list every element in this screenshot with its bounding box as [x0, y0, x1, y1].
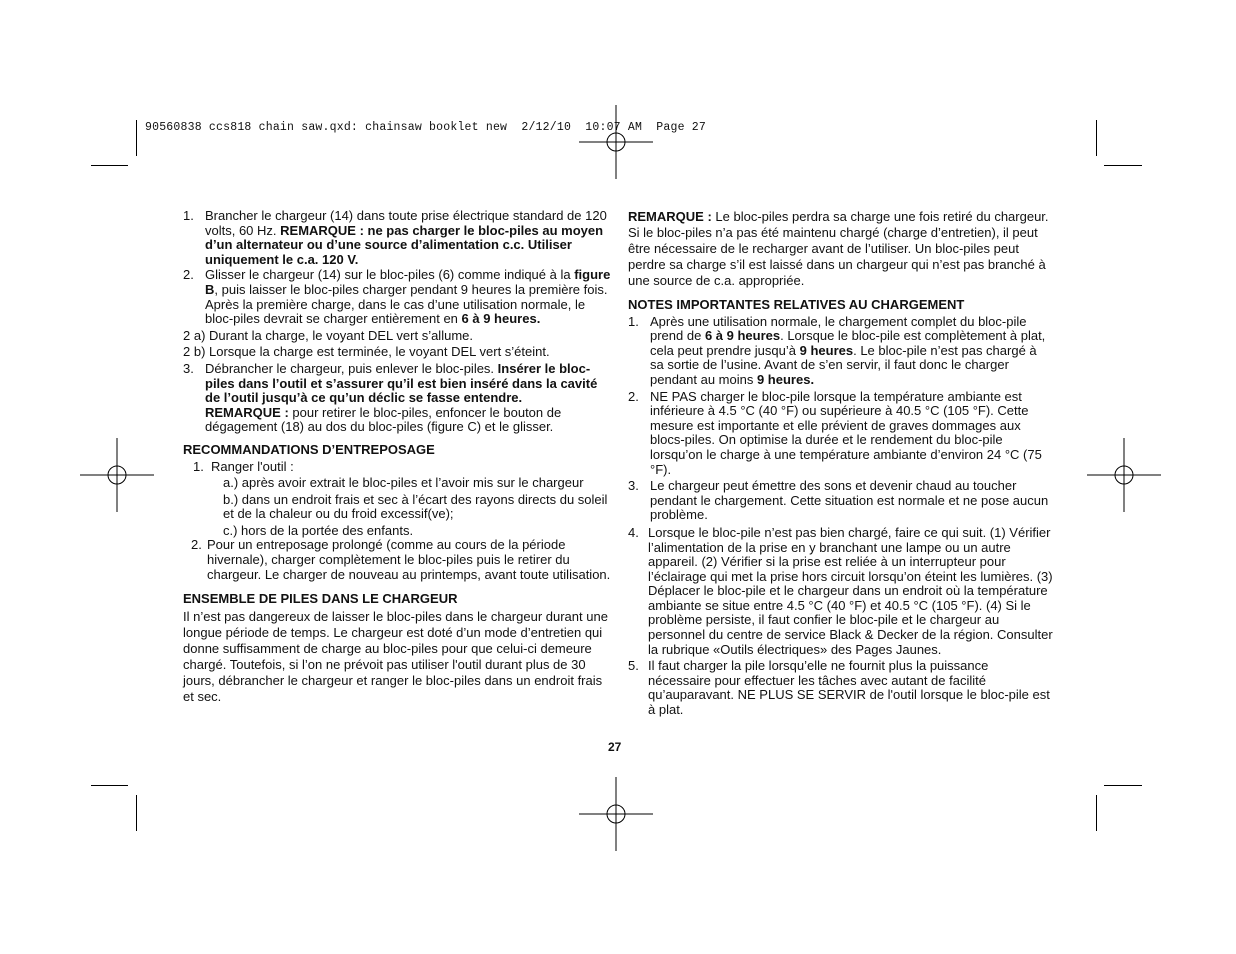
ensemble-paragraph: Il n’est pas dangereux de laisser le bloc-piles dans le chargeur durant une longue période de temps. Le chargeur est doté d’un mode d’entretien qui donne suffisamment de charge au bloc-piles pour que celui-ci demeure chargé. Toutefois, si l’on ne prévoit pas utiliser l'outil durant plus de 30 jours, débrancher le chargeur et ranger le bloc-piles dans un endroit frais et sec. — [183, 608, 608, 704]
notes-heading: NOTES IMPORTANTES RELATIVES AU CHARGEMENT — [628, 297, 965, 312]
page-number: 27 — [608, 740, 622, 754]
right-column — [628, 209, 1053, 719]
storage-step-1b: b.) dans un endroit frais et sec à l’écart des rayons directs du soleil et de la chaleur ou du froid excessif(ve); — [223, 491, 608, 522]
storage-step-1a: a.) après avoir extrait le bloc-piles et l’avoir mis sur le chargeur — [223, 475, 584, 491]
step-number: 1. — [628, 313, 639, 329]
charging-step-2b: 2 b) Lorsque la charge est terminée, le voyant DEL vert s’éteint. — [183, 344, 550, 360]
note-2: 2. NE PAS charger le bloc-pile lorsque la température ambiante est inférieure à 4.5 °C (40 °F) ou supérieure à 40.5 °C (105 °F). Cette mesure est importante et elle prévient de graves dommages aux blocs-piles. On optimise la durée et le rendement du bloc-pile lorsqu’on le charge à une température ambiante d’environ 24 °C (75 °F). — [628, 388, 1042, 477]
registration-mark-bottom — [579, 777, 653, 851]
crop-mark — [1096, 120, 1097, 156]
crop-mark — [136, 795, 137, 831]
ensemble-heading: ENSEMBLE DE PILES DANS LE CHARGEUR — [183, 591, 458, 607]
charging-step-3: 3. Débrancher le chargeur, puis enlever le bloc-piles. Insérer le bloc-piles dans l’outil et s’assurer qu’il est bien inséré dans la cavité de l’outil jusqu’à ce qu’un déclic se fasse entendre. REMARQUE : pour retirer le bloc-piles, enfoncer le bouton de dégagement (18) au dos du bloc-piles (figure C) et le glisser. — [183, 360, 598, 435]
note-1: 1. Après une utilisation normale, le chargement complet du bloc-pile prend de 6 à 9 heures. Lorsque le bloc-pile est complètement à plat, cela peut prendre jusqu’à 9 heures. Le bloc-pile n’est pas chargé à sa sortie de l’usine. Avant de s’en servir, il faut donc le charger pendant au moins 9 heures. — [628, 313, 1046, 387]
registration-mark-right — [1087, 438, 1161, 512]
crop-mark — [1096, 795, 1097, 831]
crop-mark — [91, 785, 128, 786]
step-number: 2. — [628, 388, 639, 404]
charging-step-2a: 2 a) Durant la charge, le voyant DEL vert s’allume. — [183, 327, 473, 343]
step-number: 3. — [183, 360, 194, 376]
crop-mark — [1104, 785, 1142, 786]
left-column — [183, 209, 613, 705]
crop-mark — [1104, 165, 1142, 166]
storage-step-2: 2. Pour un entreposage prolongé (comme au cours de la période hivernale), charger complètement le bloc-piles puis le retirer du chargeur. Le charger de nouveau au printemps, avant toute utilisation. — [191, 537, 611, 582]
storage-step-1: 1. Ranger l'outil : — [193, 458, 294, 474]
note-3: 3. Le chargeur peut émettre des sons et devenir chaud au toucher pendant le chargement. Cette situation est normale et ne pose aucun problème. — [628, 478, 1049, 523]
note-4: 4. Lorsque le bloc-pile n’est pas bien chargé, faire ce qui suit. (1) Vérifier l’alimentation de la prise en y branchant une lampe ou un autre appareil. (2) Vérifier si la prise est reliée à un interrupteur pour l’éclairage qui met la prise hors circuit lorsqu’on éteint les lumières. (3) Déplacer le bloc-pile et le chargeur dans un endroit où la température ambiante se situe entre 4.5 °C (40 °F) et 40.5 °C (105 °F). (4) Si le problème persiste, il faut confier le bloc-pile et le chargeur au personnel du centre de service Black & Decker de la région. Consulter la rubrique «Outils électriques» des Pages Jaunes. — [628, 524, 1053, 657]
crop-mark — [136, 120, 137, 156]
step-number: 2. — [183, 267, 194, 283]
step-number: 4. — [628, 524, 639, 540]
registration-mark-top — [579, 105, 653, 179]
step-number: 2. — [191, 537, 202, 553]
charging-step-1: 1. Brancher le chargeur (14) dans toute prise électrique standard de 120 volts, 60 Hz. REMARQUE : ne pas charger le bloc-piles au moyen d’un alternateur ou d’une source d’alimentation c.c. Utiliser uniquement le c.a. 120 V. — [183, 208, 607, 267]
storage-heading: RECOMMANDATIONS D’ENTREPOSAGE — [183, 441, 435, 457]
charging-step-2: 2. Glisser le chargeur (14) sur le bloc-piles (6) comme indiqué à la figure B, puis laisser le bloc-piles charger pendant 9 heures la première fois. Après la première charge, dans le cas d’une utilisation normale, le bloc-piles devrait se charger entièrement en 6 à 9 heures. — [183, 267, 611, 327]
registration-mark-left — [80, 438, 154, 512]
step-number: 5. — [628, 658, 639, 674]
storage-step-1c: c.) hors de la portée des enfants. — [223, 522, 414, 538]
step-number: 1. — [193, 458, 204, 474]
step-number: 3. — [628, 478, 639, 494]
crop-mark — [91, 165, 128, 166]
note-5: 5. Il faut charger la pile lorsqu’elle ne fournit plus la puissance nécessaire pour effectuer les tâches avec autant de facilité qu’auparavant. NE PLUS SE SERVIR de l'outil lorsque le bloc-pile est à plat. — [628, 658, 1050, 718]
step-number: 1. — [183, 208, 194, 223]
remarque-paragraph: REMARQUE : Le bloc-piles perdra sa charge une fois retiré du chargeur. Si le bloc-piles n’a pas été maintenu chargé (charge d’entretien), il peut être nécessaire de le recharger avant de l’utiliser. Un bloc-piles peut perdre sa charge s’il est laissé dans un chargeur qui n’est pas branché à une source de c.a. appropriée. — [628, 209, 1049, 288]
remarque-label: REMARQUE : — [628, 209, 712, 224]
print-slug: 90560838 ccs818 chain saw.qxd: chainsaw booklet new 2/12/10 10:07 AM Page 27 — [145, 121, 706, 134]
